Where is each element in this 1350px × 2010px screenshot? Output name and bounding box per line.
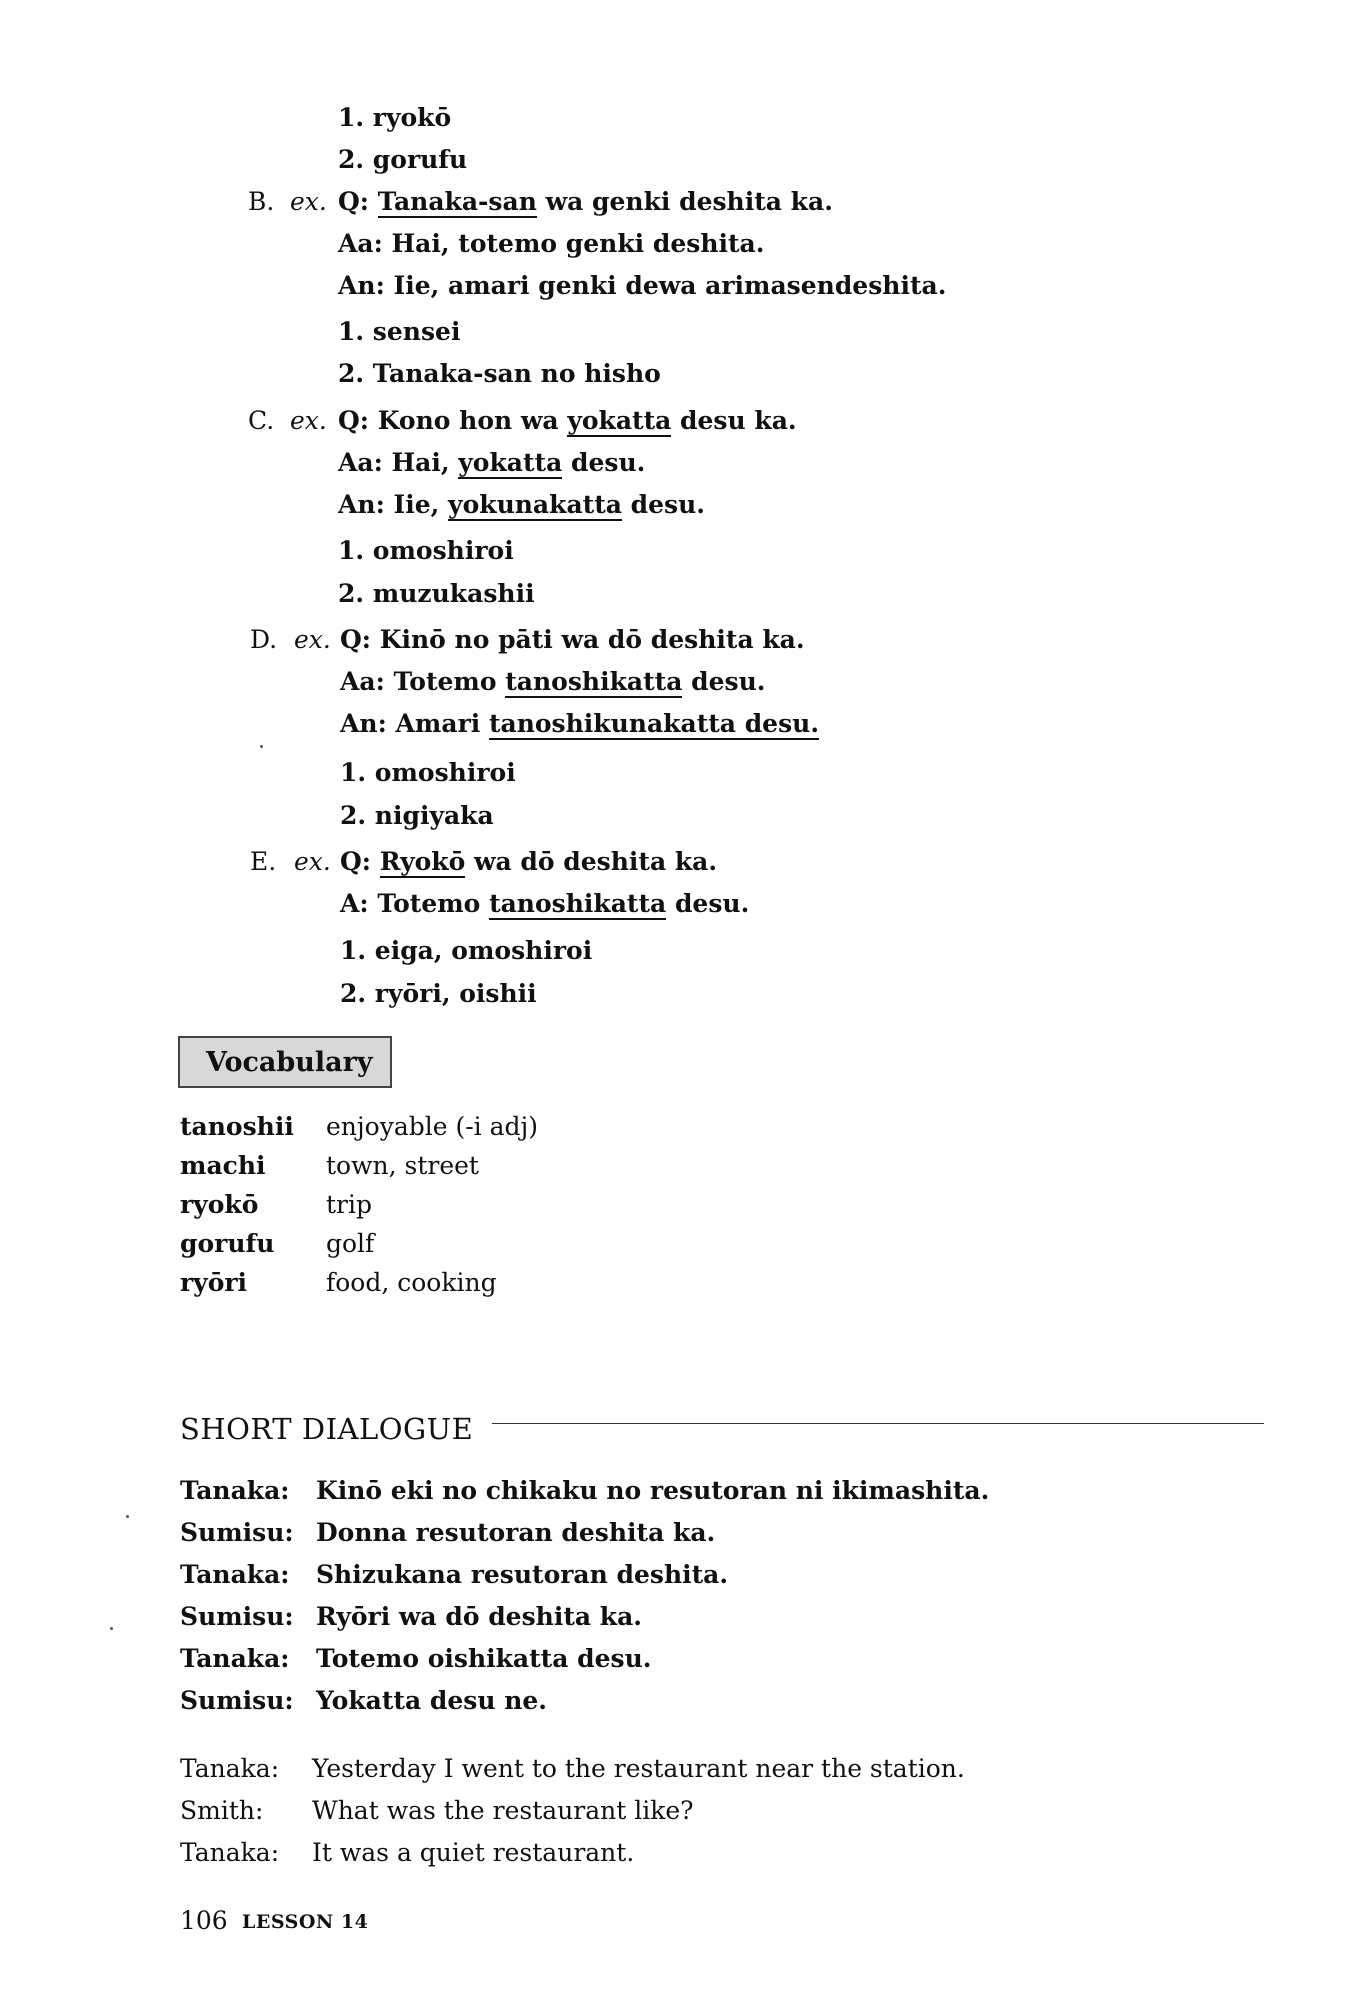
vocab-word: machi <box>180 1151 266 1180</box>
drill-b-answer-negative: An: Iie, amari genki dewa arimasendeshita. <box>338 271 947 300</box>
vocabulary-heading-box <box>178 1036 392 1088</box>
drill-d-question: Q: Kinō no pāti wa dō deshita ka. <box>340 625 805 654</box>
dialogue-line: Shizukana resutoran deshita. <box>316 1560 729 1589</box>
drill-a-item-2: 2. gorufu <box>338 145 468 174</box>
drill-d-answer-negative: An: Amari tanoshikunakatta desu. <box>340 709 820 738</box>
drill-c-item-1: 1. omoshiroi <box>338 536 514 565</box>
underlined-term: yokunakatta <box>448 490 622 519</box>
dialogue-speaker: Tanaka: <box>180 1476 290 1505</box>
dialogue-line: Totemo oishikatta desu. <box>316 1644 652 1673</box>
translation-speaker: Smith: <box>180 1796 264 1825</box>
vocab-word: ryokō <box>180 1190 259 1219</box>
dialogue-speaker: Tanaka: <box>180 1560 290 1589</box>
an-label: An: <box>340 709 387 738</box>
drill-c-letter: C. <box>248 406 275 435</box>
vocab-word: tanoshii <box>180 1112 294 1141</box>
underlined-term: yokatta <box>567 406 672 435</box>
drill-d-item-2: 2. nigiyaka <box>340 801 494 830</box>
vocab-word: ryōri <box>180 1268 248 1297</box>
underlined-term: tanoshikatta <box>505 667 683 696</box>
vocab-meaning: trip <box>326 1190 372 1219</box>
q-label: Q: <box>340 625 372 654</box>
speck-mark <box>126 1515 129 1518</box>
short-dialogue-heading: SHORT DIALOGUE <box>180 1412 474 1446</box>
vocab-word: gorufu <box>180 1229 275 1258</box>
underlined-term: Ryokō <box>379 847 466 876</box>
vocab-meaning: food, cooking <box>326 1268 497 1297</box>
aa-label: Aa: <box>338 229 383 258</box>
speck-mark <box>110 1627 113 1630</box>
drill-b-answer-affirmative: Aa: Hai, totemo genki deshita. <box>338 229 765 258</box>
an-label: An: <box>338 490 385 519</box>
drill-c-ex: ex. <box>290 406 327 435</box>
dialogue-speaker: Sumisu: <box>180 1518 294 1547</box>
dialogue-line: Donna resutoran deshita ka. <box>316 1518 716 1547</box>
drill-d-item-1: 1. omoshiroi <box>340 758 516 787</box>
drill-c-answer-affirmative: Aa: Hai, yokatta desu. <box>338 448 646 477</box>
drill-c-answer-negative: An: Iie, yokunakatta desu. <box>338 490 705 519</box>
an-label: An: <box>338 271 385 300</box>
a-label: A: <box>340 889 369 918</box>
page-number: 106 <box>180 1906 228 1935</box>
vocab-meaning: town, street <box>326 1151 479 1180</box>
dialogue-speaker: Sumisu: <box>180 1686 294 1715</box>
underlined-term: Tanaka-san <box>377 187 537 216</box>
drill-b-ex: ex. <box>290 187 327 216</box>
q-label: Q: <box>340 847 372 876</box>
drill-c-item-2: 2. muzukashii <box>338 579 535 608</box>
translation-speaker: Tanaka: <box>180 1838 280 1867</box>
drill-e-answer: A: Totemo tanoshikatta desu. <box>340 889 750 918</box>
aa-label: Aa: <box>338 448 383 477</box>
q-label: Q: <box>338 406 370 435</box>
aa-label: Aa: <box>340 667 385 696</box>
drill-b-item-1: 1. sensei <box>338 317 461 346</box>
drill-e-item-1: 1. eiga, omoshiroi <box>340 936 593 965</box>
heading-rule <box>492 1423 1264 1424</box>
underlined-term: tanoshikunakatta desu. <box>488 709 820 738</box>
dialogue-line: Kinō eki no chikaku no resutoran ni ikimashita. <box>316 1476 990 1505</box>
drill-e-question: Q: Ryokō wa dō deshita ka. <box>340 847 718 876</box>
vocabulary-heading: Vocabulary <box>206 1047 373 1078</box>
translation-line: What was the restaurant like? <box>312 1796 694 1825</box>
drill-b-item-2: 2. Tanaka-san no hisho <box>338 359 661 388</box>
translation-line: Yesterday I went to the restaurant near the station. <box>312 1754 965 1783</box>
drill-e-item-2: 2. ryōri, oishii <box>340 979 537 1008</box>
drill-d-ex: ex. <box>294 625 331 654</box>
drill-b-letter: B. <box>248 187 275 216</box>
drill-e-ex: ex. <box>294 847 331 876</box>
drill-c-question: Q: Kono hon wa yokatta desu ka. <box>338 406 797 435</box>
dialogue-line: Ryōri wa dō deshita ka. <box>316 1602 643 1631</box>
translation-line: It was a quiet restaurant. <box>312 1838 635 1867</box>
dialogue-line: Yokatta desu ne. <box>316 1686 547 1715</box>
drill-a-item-1: 1. ryokō <box>338 103 452 132</box>
translation-speaker: Tanaka: <box>180 1754 280 1783</box>
speck-mark <box>260 745 263 748</box>
drill-d-answer-affirmative: Aa: Totemo tanoshikatta desu. <box>340 667 766 696</box>
lesson-label: LESSON 14 <box>242 1911 369 1933</box>
dialogue-speaker: Sumisu: <box>180 1602 294 1631</box>
drill-d-letter: D. <box>250 625 278 654</box>
underlined-term: yokatta <box>458 448 563 477</box>
drill-e-letter: E. <box>250 847 277 876</box>
vocab-meaning: golf <box>326 1229 375 1258</box>
underlined-term: tanoshikatta <box>489 889 667 918</box>
vocab-meaning: enjoyable (-i adj) <box>326 1112 539 1141</box>
dialogue-speaker: Tanaka: <box>180 1644 290 1673</box>
drill-b-question: Q: Tanaka-san wa genki deshita ka. <box>338 187 833 216</box>
q-label: Q: <box>338 187 370 216</box>
